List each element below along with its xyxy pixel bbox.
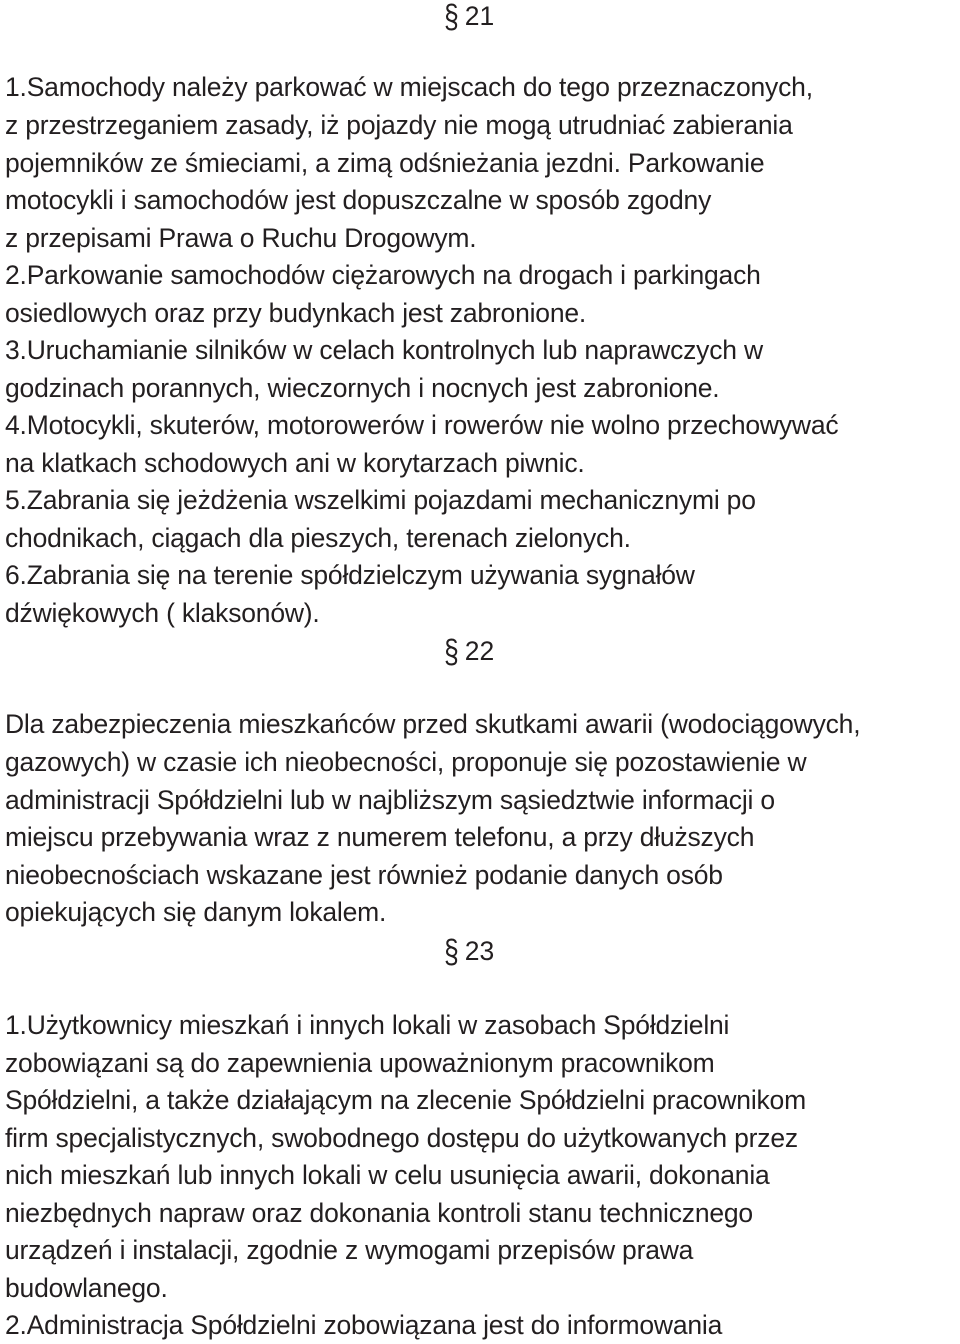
section-22-line: opiekujących się danym lokalem. <box>5 897 387 927</box>
section-21-line: motocykli i samochodów jest dopuszczalne w sposób zgodny <box>5 185 712 215</box>
section-symbol: § <box>444 632 459 670</box>
section-21-line: z przestrzeganiem zasady, iż pojazdy nie mogą utrudniać zabierania <box>5 110 793 140</box>
section-22-heading <box>444 632 495 670</box>
section-23-line: zobowiązani są do zapewnienia upoważnionym pracownikom <box>5 1048 715 1078</box>
section-23-line: 2.Administracja Spółdzielni zobowiązana jest do informowania <box>5 1310 723 1340</box>
section-number: 21 <box>464 1 495 31</box>
section-21-line: z przepisami Prawa o Ruchu Drogowym. <box>5 223 477 253</box>
section-22-line: miejscu przebywania wraz z numerem telefonu, a przy dłuższych <box>5 822 755 852</box>
section-21-line: 1.Samochody należy parkować w miejscach do tego przeznaczonych, <box>5 72 813 102</box>
section-symbol: § <box>444 0 459 35</box>
section-22-line: nieobecnościach wskazane jest również podanie danych osób <box>5 860 723 890</box>
section-23-line: 1.Użytkownicy mieszkań i innych lokali w zasobach Spółdzielni <box>5 1010 730 1040</box>
section-21-line: 4.Motocykli, skuterów, motorowerów i rowerów nie wolno przechowywać <box>5 410 839 440</box>
section-number: 22 <box>464 636 495 666</box>
section-21-line: chodnikach, ciągach dla pieszych, terenach zielonych. <box>5 523 631 553</box>
section-23-line: urządzeń i instalacji, zgodnie z wymogami przepisów prawa <box>5 1235 694 1265</box>
section-21-line: dźwiękowych ( klaksonów). <box>5 598 320 628</box>
section-symbol: § <box>444 932 459 970</box>
section-21-line: 2.Parkowanie samochodów ciężarowych na drogach i parkingach <box>5 260 761 290</box>
section-23-line: firm specjalistycznych, swobodnego dostępu do użytkowanych przez <box>5 1123 798 1153</box>
section-23-line: Spółdzielni, a także działającym na zlecenie Spółdzielni pracownikom <box>5 1085 806 1115</box>
section-21-line: 6.Zabrania się na terenie spółdzielczym używania sygnałów <box>5 560 695 590</box>
section-22-line: administracji Spółdzielni lub w najbliższym sąsiedztwie informacji o <box>5 785 775 815</box>
section-23-line: budowlanego. <box>5 1273 168 1303</box>
section-21-line: osiedlowych oraz przy budynkach jest zabronione. <box>5 298 587 328</box>
section-23-line: nich mieszkań lub innych lokali w celu usunięcia awarii, dokonania <box>5 1160 770 1190</box>
section-22-line: Dla zabezpieczenia mieszkańców przed skutkami awarii (wodociągowych, <box>5 709 861 739</box>
section-21-line: godzinach porannych, wieczornych i nocnych jest zabronione. <box>5 373 720 403</box>
section-21-line: 3.Uruchamianie silników w celach kontrolnych lub naprawczych w <box>5 335 763 365</box>
section-22-line: gazowych) w czasie ich nieobecności, proponuje się pozostawienie w <box>5 747 807 777</box>
section-23-heading <box>444 932 495 970</box>
section-number: 23 <box>464 936 495 966</box>
section-23-line: niezbędnych napraw oraz dokonania kontroli stanu technicznego <box>5 1198 753 1228</box>
section-21-line: 5.Zabrania się jeżdżenia wszelkimi pojazdami mechanicznymi po <box>5 485 756 515</box>
section-21-heading <box>444 0 495 35</box>
section-21-line: pojemników ze śmieciami, a zimą odśnieżania jezdni. Parkowanie <box>5 148 765 178</box>
section-21-line: na klatkach schodowych ani w korytarzach piwnic. <box>5 448 585 478</box>
